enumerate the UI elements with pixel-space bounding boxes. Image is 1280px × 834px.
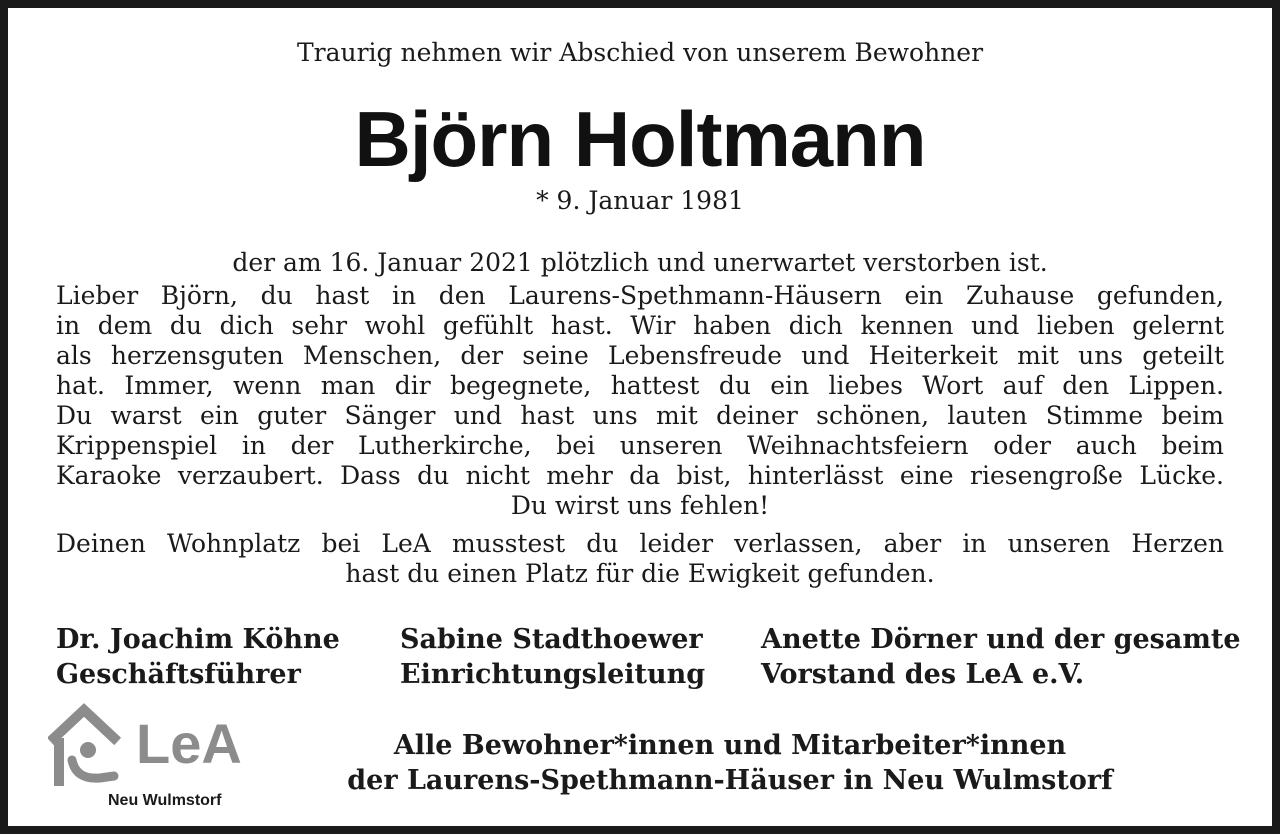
deceased-name: Björn Holtmann (354, 95, 926, 183)
paragraph-line: hat. Immer, wenn man dir begegnete, hattest du ein liebes Wort auf den Lippen. (56, 371, 1224, 400)
signature-block (400, 622, 705, 692)
paragraph-line: als herzensguten Menschen, der seine Lebensfreude und Heiterkeit mit uns geteilt (56, 341, 1224, 370)
signature-block (761, 622, 1241, 692)
logo-location: Neu Wulmstorf (108, 792, 222, 809)
footer-line: der Laurens-Spethmann-Häuser in Neu Wulmstorf (347, 765, 1113, 796)
logo-brand: LeA (136, 712, 242, 775)
paragraph-line: Deinen Wohnplatz bei LeA musstest du leider verlassen, aber in unseren Herzen (56, 529, 1224, 558)
paragraph-line: Du wirst uns fehlen! (510, 491, 770, 520)
paragraph-line: in dem du dich sehr wohl gefühlt hast. Wir haben dich kennen und lieben gelernt (56, 311, 1224, 340)
paragraph-line: Du warst ein guter Sänger und hast uns mit deiner schönen, lauten Stimme beim (56, 401, 1224, 430)
signature-role: Geschäftsführer (56, 659, 301, 690)
death-statement: der am 16. Januar 2021 plötzlich und unerwartet verstorben ist. (232, 248, 1048, 277)
paragraph-line: Lieber Björn, du hast in den Laurens-Spethmann-Häusern ein Zuhause gefunden, (56, 281, 1224, 310)
paragraph-line: hast du einen Platz für die Ewigkeit gefunden. (345, 559, 935, 588)
paragraph-line: Krippenspiel in der Lutherkirche, bei unseren Weihnachtsfeiern oder auch beim (56, 431, 1224, 460)
paragraph-line: Karaoke verzaubert. Dass du nicht mehr da bist, hinterlässt eine riesengroße Lücke. (56, 461, 1224, 490)
tribute-paragraph (56, 281, 1224, 521)
obituary-notice (8, 8, 1272, 826)
footer-signature (208, 728, 1252, 798)
house-person-icon (48, 698, 138, 798)
signature-name: Dr. Joachim Köhne (56, 624, 340, 655)
footer-line: Alle Bewohner*innen und Mitarbeiter*innen (393, 730, 1067, 761)
signature-role: Vorstand des LeA e.V. (761, 659, 1085, 690)
closing-paragraph (56, 529, 1224, 589)
intro-text: Traurig nehmen wir Abschied von unserem Bewohner (296, 38, 984, 67)
signature-name: Anette Dörner und der gesamte (761, 624, 1241, 655)
signature-block (56, 622, 340, 692)
signature-role: Einrichtungsleitung (400, 659, 706, 690)
signature-name: Sabine Stadthoewer (400, 624, 703, 655)
birth-date: * 9. Januar 1981 (536, 186, 744, 215)
